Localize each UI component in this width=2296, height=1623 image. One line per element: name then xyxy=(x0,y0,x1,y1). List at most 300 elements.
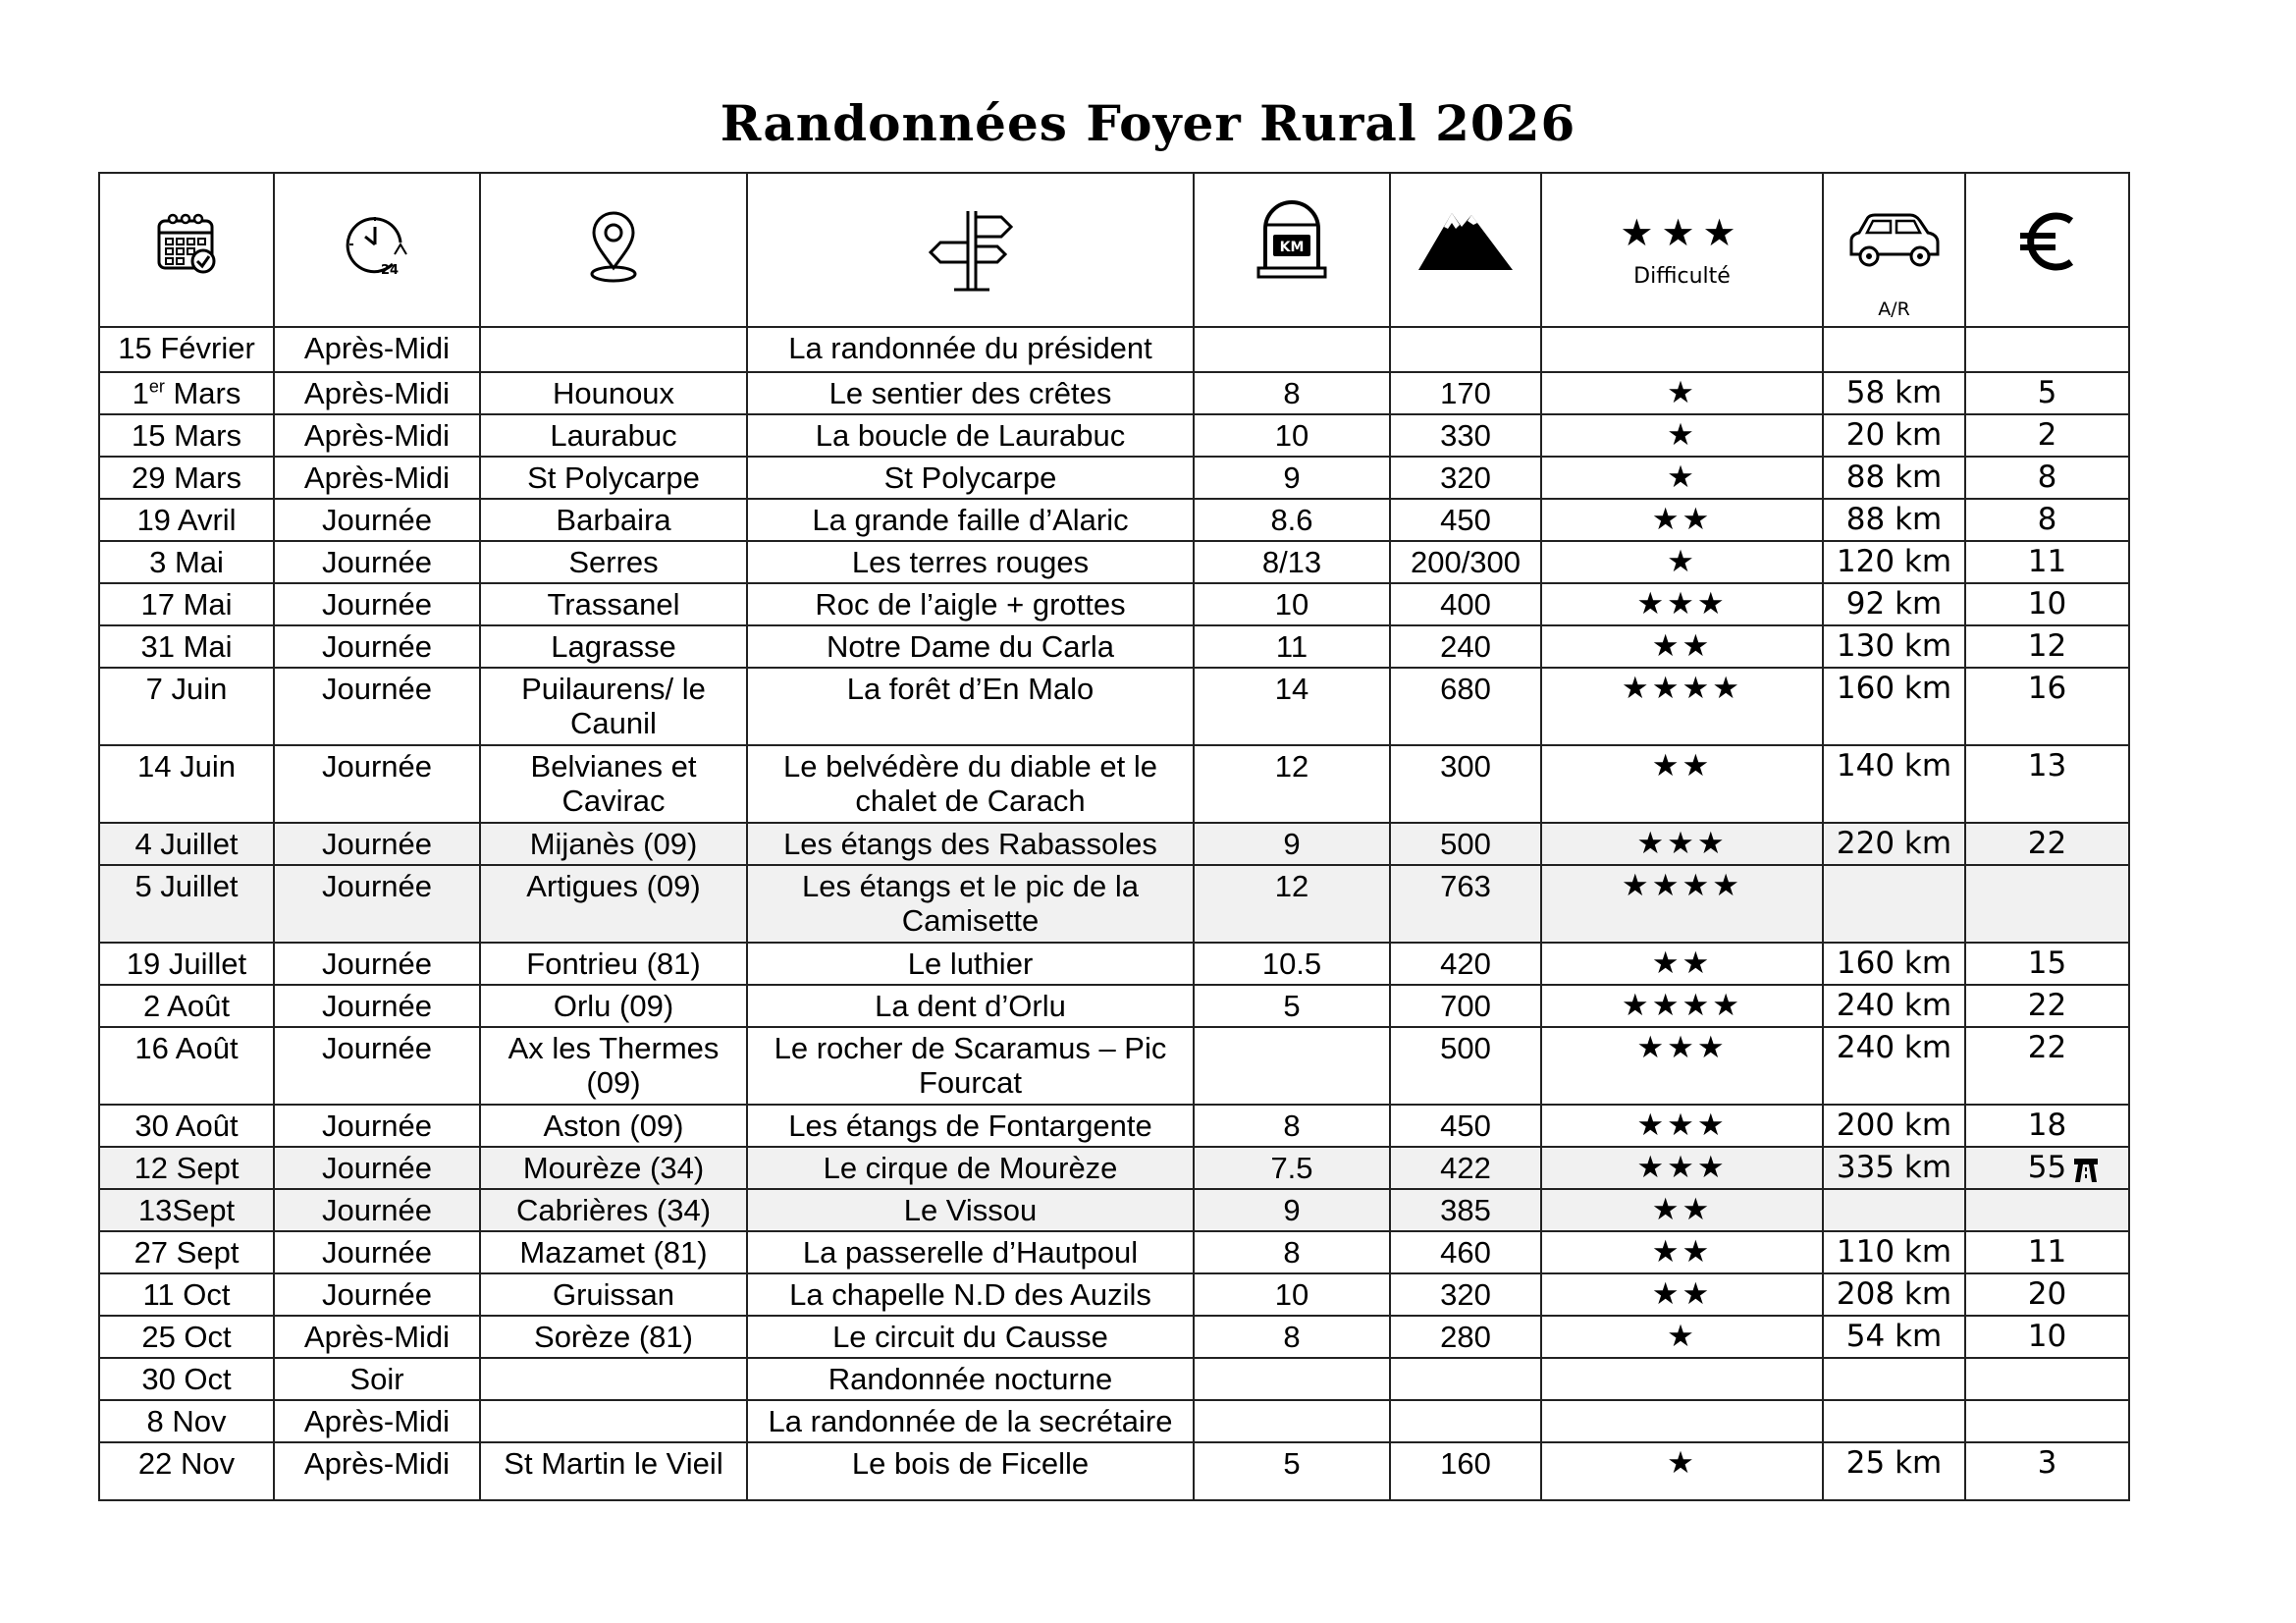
date-text: 8 Nov xyxy=(146,1404,227,1438)
date-cell xyxy=(99,823,274,865)
schedule-row xyxy=(99,541,2129,583)
route-text: Le circuit du Causse xyxy=(832,1320,1108,1354)
place-text: Ax les Thermes (09) xyxy=(507,1031,720,1100)
elevation-cell xyxy=(1390,943,1541,985)
date-cell xyxy=(99,457,274,499)
schedule-row xyxy=(99,985,2129,1027)
car-distance-text: 208 km xyxy=(1836,1276,1952,1312)
elevation-text: 450 xyxy=(1440,503,1491,537)
difficulty-cell xyxy=(1541,1027,1823,1105)
time-cell xyxy=(274,865,480,943)
elevation-text: 320 xyxy=(1440,1277,1491,1312)
difficulty-text: ★★ xyxy=(1651,628,1713,664)
elevation-cell xyxy=(1390,1316,1541,1358)
date-text: 12 Sept xyxy=(133,1151,240,1185)
difficulty-text: ★★★ xyxy=(1636,1150,1728,1185)
time-cell xyxy=(274,1231,480,1273)
route-text: Le belvédère du diable et le chalet de Carach xyxy=(783,749,1157,818)
price-text: 12 xyxy=(2027,628,2067,664)
date-text: 13Sept xyxy=(137,1193,236,1227)
date-text: 19 Avril xyxy=(136,503,237,537)
header-price xyxy=(1965,173,2129,327)
date-cell xyxy=(99,372,274,414)
distance-text: 9 xyxy=(1283,1193,1301,1227)
price-text: 16 xyxy=(2027,671,2067,706)
difficulty-cell xyxy=(1541,1147,1823,1189)
distance-text: 11 xyxy=(1275,629,1308,664)
difficulty-text: ★★★★ xyxy=(1621,868,1743,903)
place-text: Hounoux xyxy=(552,376,675,410)
route-text: Les étangs et le pic de la Camisette xyxy=(802,869,1139,938)
schedule-row xyxy=(99,499,2129,541)
car-distance-cell xyxy=(1823,745,1965,823)
date-cell xyxy=(99,1273,274,1316)
time-cell xyxy=(274,1358,480,1400)
car-distance-text: 58 km xyxy=(1845,375,1943,410)
route-cell xyxy=(747,823,1194,865)
route-cell xyxy=(747,327,1194,372)
place-text: Trassanel xyxy=(547,587,680,622)
schedule-row xyxy=(99,1316,2129,1358)
route-cell xyxy=(747,1027,1194,1105)
place-text: Artigues (09) xyxy=(526,869,701,903)
elevation-text: 500 xyxy=(1440,827,1491,861)
car-distance-text: 130 km xyxy=(1836,628,1952,664)
schedule-row xyxy=(99,865,2129,943)
distance-cell xyxy=(1194,372,1390,414)
price-cell xyxy=(1965,1027,2129,1105)
elevation-text: 420 xyxy=(1440,947,1491,981)
price-cell xyxy=(1965,1400,2129,1442)
car-distance-cell xyxy=(1823,668,1965,745)
schedule-row xyxy=(99,823,2129,865)
difficulty-text: ★★ xyxy=(1651,502,1713,537)
elevation-cell xyxy=(1390,1400,1541,1442)
route-text: Le Vissou xyxy=(903,1193,1038,1227)
car-distance-cell xyxy=(1823,1147,1965,1189)
time-text: Journée xyxy=(321,749,433,784)
car-distance-cell xyxy=(1823,943,1965,985)
car-distance-text: 240 km xyxy=(1836,1030,1952,1065)
place-cell xyxy=(480,625,747,668)
price-text: 10 xyxy=(2027,586,2067,622)
price-cell xyxy=(1965,414,2129,457)
distance-cell xyxy=(1194,1231,1390,1273)
schedule-row xyxy=(99,1273,2129,1316)
difficulty-cell xyxy=(1541,865,1823,943)
car-distance-cell xyxy=(1823,865,1965,943)
date-cell xyxy=(99,583,274,625)
date-cell xyxy=(99,668,274,745)
place-text: Aston (09) xyxy=(543,1109,684,1143)
time-text: Journée xyxy=(321,1151,433,1185)
difficulty-cell xyxy=(1541,625,1823,668)
date-cell xyxy=(99,943,274,985)
time-cell xyxy=(274,414,480,457)
time-cell xyxy=(274,1147,480,1189)
time-text: Après-Midi xyxy=(303,376,451,410)
difficulty-cell xyxy=(1541,745,1823,823)
price-cell xyxy=(1965,541,2129,583)
price-cell xyxy=(1965,1189,2129,1231)
header-row xyxy=(99,173,2129,327)
time-cell xyxy=(274,625,480,668)
price-text: 8 xyxy=(2037,502,2057,537)
elevation-text: 400 xyxy=(1440,587,1491,622)
car-icon xyxy=(1845,211,1944,270)
time-text: Journée xyxy=(321,587,433,622)
elevation-cell xyxy=(1390,414,1541,457)
route-cell xyxy=(747,1147,1194,1189)
difficulty-cell xyxy=(1541,457,1823,499)
car-distance-cell xyxy=(1823,1316,1965,1358)
car-distance-text: 88 km xyxy=(1845,502,1943,537)
price-cell xyxy=(1965,583,2129,625)
header-distance xyxy=(1194,173,1390,327)
time-cell xyxy=(274,745,480,823)
distance-text: 10 xyxy=(1274,418,1309,453)
elevation-text: 200/300 xyxy=(1410,545,1522,579)
time-text: Journée xyxy=(321,545,433,579)
car-distance-cell xyxy=(1823,1189,1965,1231)
car-distance-cell xyxy=(1823,1358,1965,1400)
schedule-row xyxy=(99,414,2129,457)
time-cell xyxy=(274,372,480,414)
time-cell xyxy=(274,327,480,372)
distance-text: 9 xyxy=(1283,827,1301,861)
mountain-icon xyxy=(1416,203,1515,272)
schedule-row xyxy=(99,1147,2129,1189)
distance-text: 10 xyxy=(1274,1277,1309,1312)
difficulty-text: ★ xyxy=(1667,1445,1697,1481)
elevation-text: 680 xyxy=(1440,672,1491,706)
time-text: Journée xyxy=(321,869,433,903)
schedule-row xyxy=(99,583,2129,625)
distance-cell xyxy=(1194,583,1390,625)
elevation-cell xyxy=(1390,1358,1541,1400)
schedule-row xyxy=(99,943,2129,985)
place-cell xyxy=(480,327,747,372)
elevation-text: 280 xyxy=(1440,1320,1491,1354)
price-cell xyxy=(1965,327,2129,372)
route-text: Les terres rouges xyxy=(851,545,1090,579)
elevation-text: 240 xyxy=(1440,629,1491,664)
distance-cell xyxy=(1194,865,1390,943)
place-text: Orlu (09) xyxy=(553,989,674,1023)
elevation-cell xyxy=(1390,625,1541,668)
time-text: Après-Midi xyxy=(303,460,451,495)
car-distance-cell xyxy=(1823,414,1965,457)
route-cell xyxy=(747,372,1194,414)
elevation-cell xyxy=(1390,1147,1541,1189)
route-text: La chapelle N.D des Auzils xyxy=(789,1277,1151,1312)
price-cell xyxy=(1965,499,2129,541)
date-cell xyxy=(99,1189,274,1231)
distance-cell xyxy=(1194,625,1390,668)
elevation-text: 450 xyxy=(1440,1109,1491,1143)
date-cell xyxy=(99,499,274,541)
date-text: 19 Juillet xyxy=(126,947,247,981)
place-cell xyxy=(480,1027,747,1105)
header-car-distance xyxy=(1823,173,1965,327)
place-text: Mazamet (81) xyxy=(519,1235,708,1270)
car-distance-text: 92 km xyxy=(1845,586,1943,622)
distance-cell xyxy=(1194,1105,1390,1147)
difficulty-label: Difficulté xyxy=(1633,264,1731,289)
time-cell xyxy=(274,457,480,499)
difficulty-text: ★★★ xyxy=(1636,826,1728,861)
place-cell xyxy=(480,372,747,414)
car-distance-text: 25 km xyxy=(1845,1445,1943,1481)
date-cell xyxy=(99,1105,274,1147)
header-date xyxy=(99,173,274,327)
price-cell xyxy=(1965,1231,2129,1273)
difficulty-cell xyxy=(1541,1105,1823,1147)
time-text: Journée xyxy=(321,629,433,664)
date-cell xyxy=(99,865,274,943)
difficulty-text: ★★★ xyxy=(1636,1108,1728,1143)
time-text: Après-Midi xyxy=(303,418,451,453)
elevation-cell xyxy=(1390,499,1541,541)
difficulty-cell xyxy=(1541,1189,1823,1231)
elevation-text: 385 xyxy=(1440,1193,1491,1227)
route-cell xyxy=(747,499,1194,541)
difficulty-cell xyxy=(1541,1231,1823,1273)
difficulty-cell xyxy=(1541,372,1823,414)
km-marker-icon xyxy=(1255,193,1328,280)
time-text: Après-Midi xyxy=(303,1404,451,1438)
date-text: 25 Oct xyxy=(141,1320,232,1354)
distance-cell xyxy=(1194,499,1390,541)
date-text: 2 Août xyxy=(143,989,230,1023)
car-distance-text: 120 km xyxy=(1836,544,1952,579)
place-text: Mourèze (34) xyxy=(522,1151,705,1185)
route-text: Le cirque de Mourèze xyxy=(823,1151,1118,1185)
price-cell xyxy=(1965,1147,2129,1189)
place-cell xyxy=(480,823,747,865)
place-text: Fontrieu (81) xyxy=(526,947,701,981)
difficulty-cell xyxy=(1541,985,1823,1027)
car-distance-text: 54 km xyxy=(1845,1319,1943,1354)
elevation-cell xyxy=(1390,1105,1541,1147)
date-text: 11 Oct xyxy=(142,1277,231,1312)
schedule-row xyxy=(99,625,2129,668)
price-text: 55 xyxy=(2027,1150,2067,1185)
difficulty-cell xyxy=(1541,1442,1823,1500)
elevation-text: 170 xyxy=(1440,376,1491,410)
difficulty-cell xyxy=(1541,499,1823,541)
price-text: 18 xyxy=(2027,1108,2067,1143)
time-text: Journée xyxy=(321,1235,433,1270)
place-cell xyxy=(480,457,747,499)
difficulty-cell xyxy=(1541,1400,1823,1442)
elevation-cell xyxy=(1390,1027,1541,1105)
place-text: St Martin le Vieil xyxy=(504,1446,723,1481)
distance-cell xyxy=(1194,327,1390,372)
time-text: Journée xyxy=(321,947,433,981)
car-distance-cell xyxy=(1823,1442,1965,1500)
time-text: Journée xyxy=(321,1031,433,1065)
place-cell xyxy=(480,1442,747,1500)
date-cell xyxy=(99,414,274,457)
car-distance-text: 160 km xyxy=(1836,671,1952,706)
distance-text: 12 xyxy=(1274,749,1309,784)
elevation-text: 422 xyxy=(1440,1151,1491,1185)
schedule-row xyxy=(99,745,2129,823)
elevation-cell xyxy=(1390,372,1541,414)
date-text: 7 Juin xyxy=(145,672,228,706)
distance-cell xyxy=(1194,943,1390,985)
time-text: Journée xyxy=(321,1109,433,1143)
route-text: La passerelle d’Hautpoul xyxy=(802,1235,1139,1270)
date-cell xyxy=(99,1231,274,1273)
difficulty-text: ★ xyxy=(1667,1319,1697,1354)
distance-text: 10 xyxy=(1274,587,1309,622)
header-time xyxy=(274,173,480,327)
route-text: La randonnée du président xyxy=(788,331,1152,365)
date-cell xyxy=(99,541,274,583)
price-text: 13 xyxy=(2027,748,2067,784)
distance-text: 8 xyxy=(1283,1320,1301,1354)
schedule-row xyxy=(99,1027,2129,1105)
route-cell xyxy=(747,583,1194,625)
schedule-row xyxy=(99,1189,2129,1231)
time-cell xyxy=(274,1189,480,1231)
date-cell xyxy=(99,1027,274,1105)
price-cell xyxy=(1965,372,2129,414)
price-text: 20 xyxy=(2027,1276,2067,1312)
place-cell xyxy=(480,1358,747,1400)
time-cell xyxy=(274,1442,480,1500)
route-cell xyxy=(747,943,1194,985)
place-cell xyxy=(480,583,747,625)
elevation-cell xyxy=(1390,668,1541,745)
car-distance-text: 220 km xyxy=(1836,826,1952,861)
route-text: Le bois de Ficelle xyxy=(851,1446,1090,1481)
elevation-cell xyxy=(1390,1189,1541,1231)
date-text: 3 Mai xyxy=(149,545,224,579)
car-distance-text: 110 km xyxy=(1836,1234,1952,1270)
route-text: La randonnée de la secrétaire xyxy=(768,1404,1173,1438)
time-cell xyxy=(274,1400,480,1442)
time-text: Journée xyxy=(321,989,433,1023)
price-text: 3 xyxy=(2037,1445,2057,1481)
price-text: 22 xyxy=(2027,988,2067,1023)
price-text: 15 xyxy=(2027,946,2067,981)
distance-cell xyxy=(1194,1027,1390,1105)
distance-cell xyxy=(1194,1147,1390,1189)
route-cell xyxy=(747,1231,1194,1273)
price-text: 11 xyxy=(2027,1234,2067,1270)
calendar-icon xyxy=(155,213,218,274)
route-cell xyxy=(747,1358,1194,1400)
elevation-text: 300 xyxy=(1440,749,1491,784)
car-distance-cell xyxy=(1823,985,1965,1027)
route-cell xyxy=(747,745,1194,823)
distance-text: 10.5 xyxy=(1261,947,1322,981)
date-cell xyxy=(99,745,274,823)
car-distance-cell xyxy=(1823,1231,1965,1273)
route-cell xyxy=(747,1273,1194,1316)
distance-cell xyxy=(1194,745,1390,823)
distance-text: 7.5 xyxy=(1270,1151,1313,1185)
date-month: Mars xyxy=(164,376,241,410)
route-cell xyxy=(747,1189,1194,1231)
time-text: Journée xyxy=(321,1193,433,1227)
distance-cell xyxy=(1194,1442,1390,1500)
date-text: 17 Mai xyxy=(140,587,233,622)
car-distance-cell xyxy=(1823,625,1965,668)
date-text: 30 Oct xyxy=(141,1362,232,1396)
time-text: Journée xyxy=(321,672,433,706)
highway-icon xyxy=(2071,1155,2101,1184)
header-elevation xyxy=(1390,173,1541,327)
date-text: 30 Août xyxy=(134,1109,239,1143)
price-text: 11 xyxy=(2027,544,2067,579)
price-text: 10 xyxy=(2027,1319,2067,1354)
route-cell xyxy=(747,1400,1194,1442)
schedule-row xyxy=(99,1442,2129,1500)
difficulty-text: ★★ xyxy=(1651,1234,1713,1270)
price-cell xyxy=(1965,457,2129,499)
time-cell xyxy=(274,1027,480,1105)
time-cell xyxy=(274,1105,480,1147)
header-difficulty xyxy=(1541,173,1823,327)
price-cell xyxy=(1965,1105,2129,1147)
route-text: Les étangs de Fontargente xyxy=(788,1109,1152,1143)
car-distance-cell xyxy=(1823,1400,1965,1442)
place-text: Serres xyxy=(568,545,659,579)
time-cell xyxy=(274,1273,480,1316)
time-text: Après-Midi xyxy=(303,1320,451,1354)
car-distance-text: 240 km xyxy=(1836,988,1952,1023)
distance-cell xyxy=(1194,823,1390,865)
difficulty-text: ★ xyxy=(1667,417,1697,453)
date-text: 15 Février xyxy=(118,331,255,365)
route-text: Le luthier xyxy=(907,947,1034,981)
place-cell xyxy=(480,745,747,823)
car-distance-cell xyxy=(1823,372,1965,414)
place-cell xyxy=(480,1231,747,1273)
route-text: St Polycarpe xyxy=(883,460,1057,495)
schedule-row xyxy=(99,1358,2129,1400)
car-distance-cell xyxy=(1823,499,1965,541)
date-text: 27 Sept xyxy=(133,1235,240,1270)
distance-cell xyxy=(1194,668,1390,745)
price-cell xyxy=(1965,1273,2129,1316)
price-cell xyxy=(1965,625,2129,668)
schedule-row xyxy=(99,1400,2129,1442)
difficulty-text: ★★★ xyxy=(1636,586,1728,622)
time-text: Journée xyxy=(321,827,433,861)
route-cell xyxy=(747,1442,1194,1500)
time-cell xyxy=(274,668,480,745)
price-cell xyxy=(1965,823,2129,865)
place-cell xyxy=(480,985,747,1027)
price-cell xyxy=(1965,668,2129,745)
car-distance-cell xyxy=(1823,541,1965,583)
elevation-text: 500 xyxy=(1440,1031,1491,1065)
place-text: Barbaira xyxy=(556,503,671,537)
difficulty-cell xyxy=(1541,823,1823,865)
date-text: 31 Mai xyxy=(140,629,233,664)
distance-cell xyxy=(1194,1358,1390,1400)
time-cell xyxy=(274,823,480,865)
schedule-body xyxy=(99,327,2129,1500)
difficulty-text: ★★ xyxy=(1651,1192,1713,1227)
price-cell xyxy=(1965,745,2129,823)
route-cell xyxy=(747,668,1194,745)
